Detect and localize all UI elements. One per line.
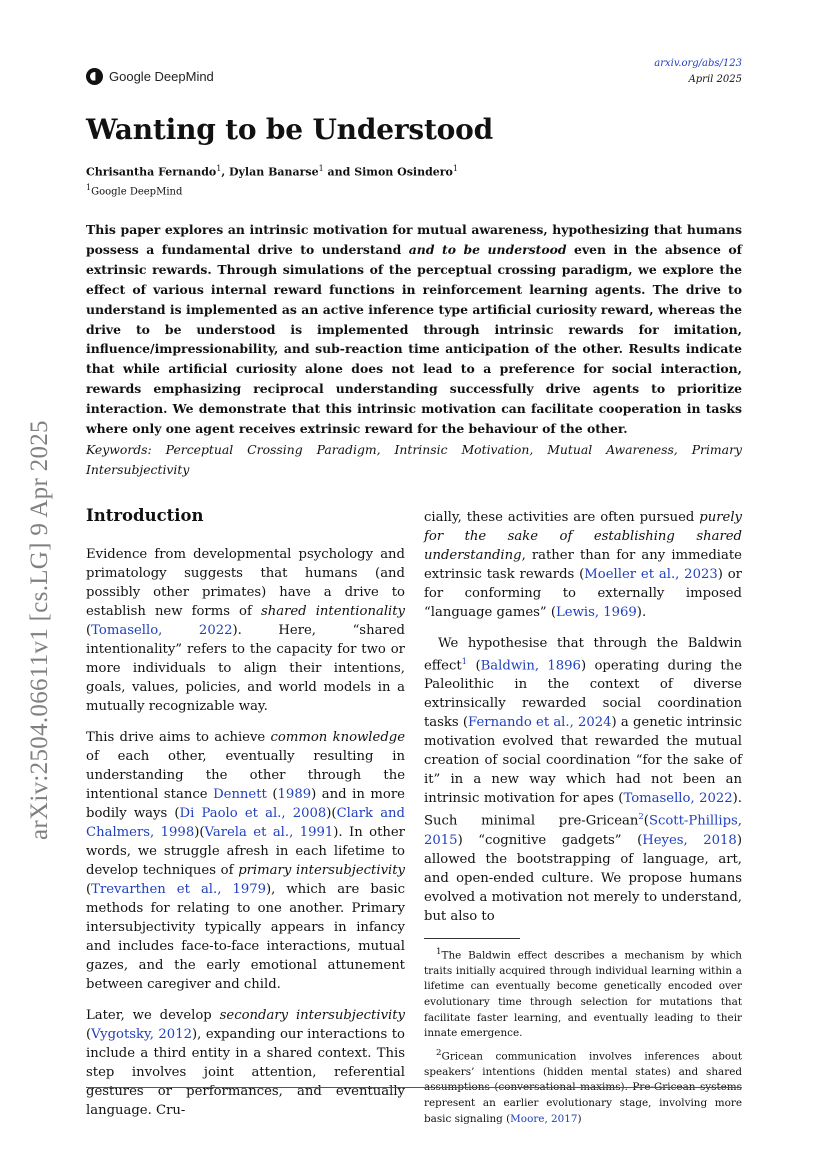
footnote-divider — [424, 938, 520, 939]
affiliation-marker: 1 — [452, 164, 458, 173]
left-column — [86, 505, 405, 1132]
citation-link[interactable]: Heyes, 2018 — [642, 832, 737, 848]
keywords: Keywords: Perceptual Crossing Paradigm, Intrinsic Motivation, Mutual Awareness, Primary Intersubjectivity — [86, 442, 742, 477]
affiliation-marker: 1 — [216, 164, 222, 173]
footnote: $^2$Gricean communication involves inferences about speakers’ intentions (hidden mental states) and shared assumptions (conversational maxims). Pre-Gricean systems represent an earlier evolutionary stage, involving more basic signaling (Moore, 2017) — [424, 1047, 742, 1125]
citation-link[interactable]: Moeller et al., 2023 — [584, 567, 718, 582]
page-bottom-rule — [86, 1087, 742, 1088]
citation-link[interactable]: Moore, 2017 — [510, 1112, 578, 1125]
paragraph: Evidence from developmental psychology and primatology suggests that humans (and possibly other primates) have a drive to establish new forms of shared intentionality (Tomasello, 2022). Here, “shared intentionality” refers to the capacity for two or more individuals to align their intentions, goals, values, policies, and world models in a mutually recognizable way. — [86, 547, 405, 714]
paragraph: This drive aims to achieve common knowledge of each other, eventually resulting in understanding the other through the intentional stance Dennett (1989) and in more bodily ways (Di Paolo et al., 2008)(Clark and Chalmers, 1998)(Varela et al., 1991). In other words, we struggle afresh in each lifetime to develop techniques of primary intersubjectivity (Trevarthen et al., 1979), which are basic methods for relating to one another. Primary intersubjectivity typically appears in infancy and includes face-to-face interactions, mutual gazes, and the early emotional attunement between caregiver and child. — [86, 730, 406, 992]
author-name: Chrisantha Fernando — [86, 165, 217, 179]
paragraph: cially, these activities are often pursued purely for the sake of establishing shared understanding, rather than for any immediate extrinsic task rewards (Moeller et al., 2023) or for conforming to externally imposed “language games” (Lewis, 1969). — [424, 510, 742, 620]
deepmind-logo — [86, 66, 214, 86]
citation-link[interactable]: Clark and Chalmers, 1998 — [86, 806, 405, 840]
deepmind-logo-icon — [86, 68, 103, 85]
footnote: $^1$The Baldwin effect describes a mechanism by which traits initially acquired through individual learning within a lifetime can eventually become genetically encoded over evolutionary time through selection for mutations that facilitate faster learning, and eventually leading to their innate emergence. — [424, 946, 742, 1040]
citation-link[interactable]: Tomasello, 2022 — [623, 791, 733, 807]
section-heading: Introduction — [86, 506, 204, 525]
paragraph: Later, we develop secondary intersubjectivity (Vygotsky, 2012), expanding our interactions to include a third entity in a shared context. This step involves joint attention, referential gestures or performances, and eventually language. Cru- — [86, 1008, 405, 1118]
logo-text: Google DeepMind — [109, 68, 214, 84]
author-list: Chrisantha Fernando$^1$, Dylan Banarse$^1$ and Simon Osindero$^1$ — [86, 164, 458, 179]
abstract: This paper explores an intrinsic motivation for mutual awareness, hypothesizing that humans possess a fundamental drive to understand and to be understood even in the absence of extrinsic rewards. Through simulations of the perceptual crossing paradigm, we explore the effect of various internal reward functions in reinforcement learning agents. The drive to understand is implemented as an active inference type artificial curiosity reward, whereas the drive to be understood is implemented through intrinsic rewards for imitation, influence/impressionability, and sub-reaction time anticipation of the other. Results indicate that while artificial curiosity alone does not lead to a preference for social interaction, rewards emphasizing reciprocal understanding successfully drive agents to prioritize interaction. We demonstrate that this intrinsic motivation can facilitate cooperation in tasks where only one agent receives extrinsic reward for the behaviour of the other. — [86, 222, 742, 437]
publication-date: April 2025 — [688, 74, 742, 85]
citation-link[interactable]: Vygotsky, 2012 — [91, 1027, 192, 1042]
arxiv-link[interactable]: arxiv.org/abs/123 — [654, 58, 742, 69]
citation-link[interactable]: Tomasello, 2022 — [91, 623, 233, 638]
citation-link[interactable]: Dennett — [213, 787, 267, 802]
citation-link[interactable]: Di Paolo et al., 2008 — [179, 806, 327, 821]
footnote-marker[interactable]: 1 — [461, 657, 468, 667]
author-name: Simon Osindero — [354, 165, 453, 179]
affiliation-marker: 1 — [318, 164, 324, 173]
paragraph: We hypothesise that through the Baldwin effect$^1$ (Baldwin, 1896) operating during the Paleolithic in the context of diverse extrinsically rewarded social coordination tasks (Fernando et al., 2024) a genetic intrinsic motivation evolved that rewarded the mutual creation of social coordination “for the sake of it” in a new way which had not been an intrinsic motivation for apes (Tomasello, 2022). Such minimal pre-Gricean$^2$(Scott-Phillips, 2015) “cognitive gadgets” (Heyes, 2018) allowed the bootstrapping of language, art, and open-ended culture. We propose humans evolved a motivation not merely to understand, but also to — [424, 636, 742, 924]
citation-link[interactable]: Lewis, 1969 — [556, 605, 637, 620]
author-name: Dylan Banarse — [229, 165, 319, 179]
right-column — [424, 508, 742, 1131]
citation-link[interactable]: Varela et al., 1991 — [204, 825, 334, 840]
paper-meta — [654, 56, 742, 88]
paper-title: Wanting to be Understood — [86, 113, 494, 146]
citation-link[interactable]: Baldwin, 1896 — [480, 658, 581, 674]
citation-link[interactable]: Scott-Phillips, 2015 — [424, 813, 742, 848]
citation-link[interactable]: 1989 — [277, 787, 312, 802]
citation-link[interactable]: Fernando et al., 2024 — [468, 715, 612, 731]
footnote-marker[interactable]: 2 — [638, 812, 644, 823]
affiliation: $^1$Google DeepMind — [86, 183, 183, 198]
arxiv-stamp: arXiv:2504.06611v1 [cs.LG] 9 Apr 2025 — [26, 420, 53, 840]
citation-link[interactable]: Trevarthen et al., 1979 — [91, 882, 267, 897]
